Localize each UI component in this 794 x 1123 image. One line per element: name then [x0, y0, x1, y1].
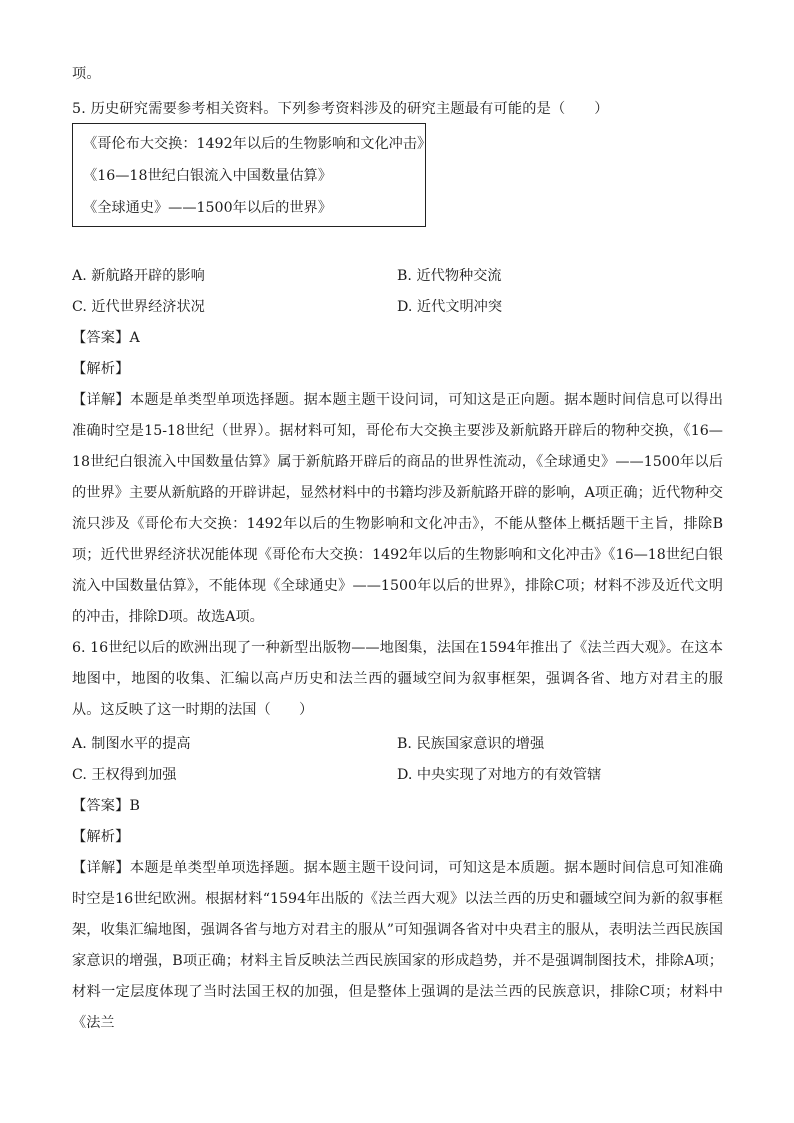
q6-analysis-label: 【解析】	[72, 829, 130, 845]
question-6-stem: 6. 16世纪以后的欧洲出现了一种新型出版物——地图集，法国在1594年推出了《法兰西大观》。在这本地图中，地图的收集、汇编以高卢历史和法兰西的疆域空间为叙事框架，强调各省、地方对君主的服从。这反映了这一时期的法国（ ）	[72, 640, 723, 718]
q6-option-c: C. 王权得到加强	[72, 767, 177, 783]
q5-option-d: D. 近代文明冲突	[397, 299, 503, 315]
question-5-stem: 5. 历史研究需要参考相关资料。下列参考资料涉及的研究主题最有可能的是（ ）	[72, 101, 609, 117]
q6-answer: 【答案】B	[72, 798, 141, 814]
reference-book-2: 《16—18世纪白银流入中国数量估算》	[83, 168, 332, 184]
q6-option-b: B. 民族国家意识的增强	[397, 736, 545, 752]
q6-option-d: D. 中央实现了对地方的有效管辖	[397, 767, 602, 783]
q5-option-b: B. 近代物种交流	[397, 268, 502, 284]
q5-option-c: C. 近代世界经济状况	[72, 299, 205, 315]
q5-option-a: A. 新航路开辟的影响	[72, 268, 205, 284]
q5-detailed-explanation: 【详解】本题是单类型单项选择题。据本题主题干设问词，可知这是正向题。据本题时间信息可以得出准确时空是15-18世纪（世界）。据材料可知，哥伦布大交换主要涉及新航路开辟后的物种交换，《16—18世纪白银流入中国数量估算》属于新航路开辟后的商品的世界性流动，《全球通史》——1500年以后的世界》主要从新航路的开辟讲起，显然材料中的书籍均涉及新航路开辟的影响，A项正确；近代物种交流只涉及《哥伦布大交换：1492年以后的生物影响和文化冲击》，不能从整体上概括题干主旨，排除B项；近代世界经济状况能体现《哥伦布大交换：1492年以后的生物影响和文化冲击》《16—18世纪白银流入中国数量估算》，不能体现《全球通史》——1500年以后的世界》，排除C项；材料不涉及近代文明的冲击，排除D项。故选A项。	[72, 392, 723, 625]
q6-detailed-explanation: 【详解】本题是单类型单项选择题。据本题主题干设问词，可知这是本质题。据本题时间信息可知准确时空是16世纪欧洲。根据材料“1594年出版的《法兰西大观》以法兰西的历史和疆域空间为新的叙事框架，收集汇编地图，强调各省与地方对君主的服从”可知强调各省对中央君主的服从，表明法兰西民族国家意识的增强，B项正确；材料主旨反映法兰西民族国家的形成趋势，并不是强调制图技术，排除A项；材料一定层度体现了当时法国王权的加强，但是整体上强调的是法兰西的民族意识，排除C项；材料中《法兰	[72, 860, 723, 1031]
reference-book-3: 《全球通史》——1500年以后的世界》	[83, 200, 332, 216]
reference-materials-box	[72, 123, 432, 227]
q6-option-a: A. 制图水平的提高	[72, 736, 191, 752]
previous-fragment: 项。	[72, 66, 101, 82]
q5-answer: 【答案】A	[72, 330, 140, 346]
q5-analysis-label: 【解析】	[72, 361, 130, 377]
reference-book-1: 《哥伦布大交换：1492年以后的生物影响和文化冲击》	[83, 136, 432, 152]
